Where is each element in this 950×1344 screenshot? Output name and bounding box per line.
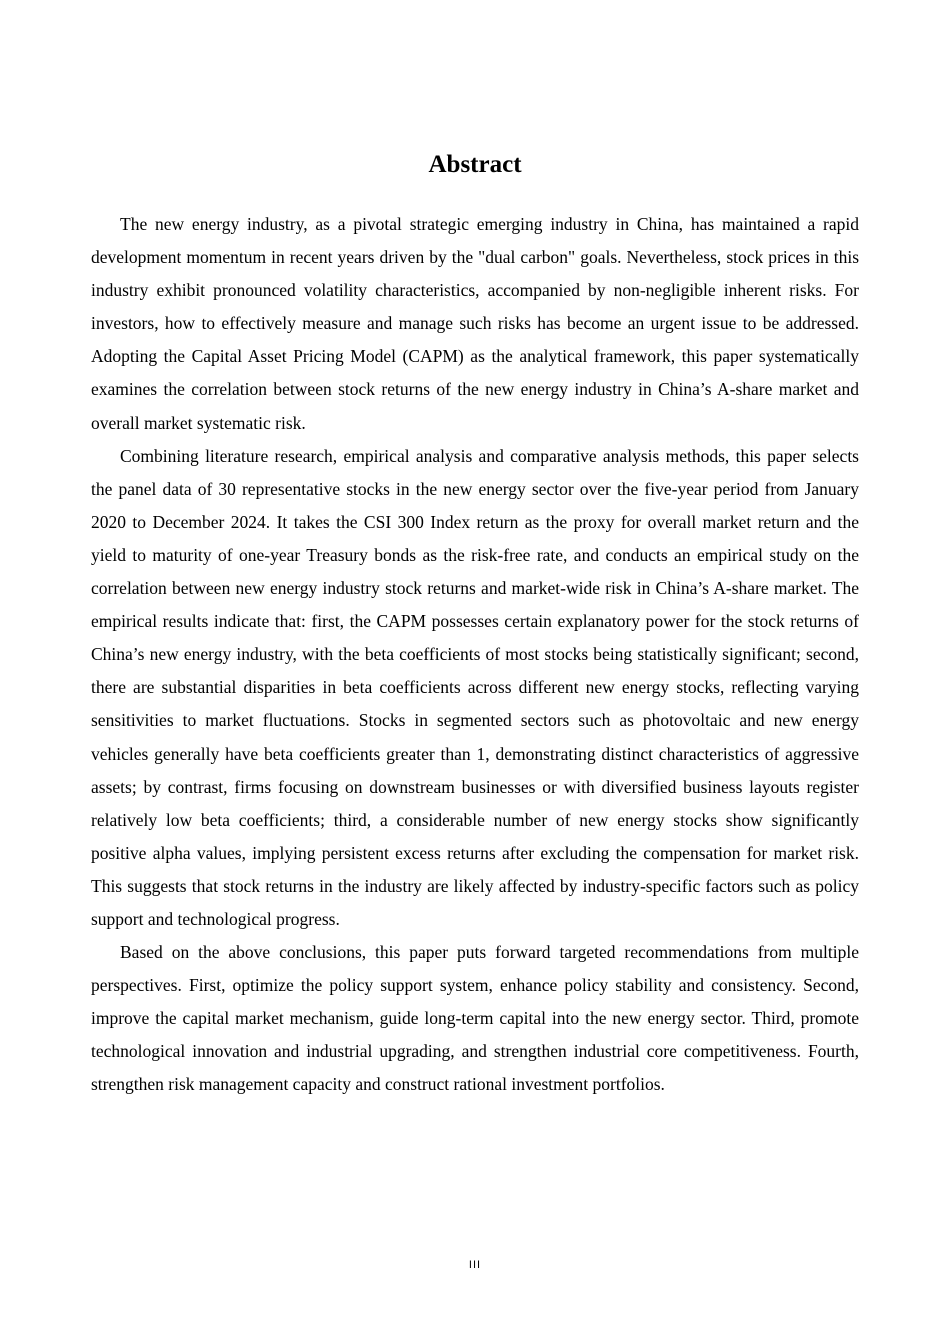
paragraph-3: Based on the above conclusions, this paper puts forward targeted recommendations from multiple perspectives. First, optimize the policy support system, enhance policy stability and consistency. Second, improve the capital market mechanism, guide long-term capital into the new energy sector. Third, promote technological innovation and industrial upgrading, and strengthen industrial core competitiveness. Fourth, strengthen risk management capacity and construct rational investment portfolios. [91,942,859,1095]
page-number: III [468,1259,482,1271]
abstract-body [91,208,859,1102]
page-title: Abstract [428,151,522,178]
paragraph-1: The new energy industry, as a pivotal strategic emerging industry in China, has maintained a rapid development momentum in recent years driven by the "dual carbon" goals. Nevertheless, stock prices in this industry exhibit pronounced volatility characteristics, accompanied by non-negligible inherent risks. For investors, how to effectively measure and manage such risks has become an urgent issue to be addressed. Adopting the Capital Asset Pricing Model (CAPM) as the analytical framework, this paper systematically examines the correlation between stock returns of the new energy industry in China’s A-share market and overall market systematic risk. [91,214,859,433]
paragraph-2: Combining literature research, empirical analysis and comparative analysis methods, this paper selects the panel data of 30 representative stocks in the new energy sector over the five-year period from January 2020 to December 2024. It takes the CSI 300 Index return as the proxy for overall market return and the yield to maturity of one-year Treasury bonds as the risk-free rate, and conducts an empirical study on the correlation between new energy industry stock returns and market-wide risk in China’s A-share market. The empirical results indicate that: first, the CAPM possesses certain explanatory power for the stock returns of China’s new energy industry, with the beta coefficients of most stocks being statistically significant; second, there are substantial disparities in beta coefficients across different new energy stocks, reflecting varying sensitivities to market fluctuations. Stocks in segmented sectors such as photovoltaic and new energy vehicles generally have beta coefficients greater than 1, demonstrating distinct characteristics of aggressive assets; by contrast, firms focusing on downstream businesses or with diversified business layouts register relatively low beta coefficients; third, a considerable number of new energy stocks show significantly positive alpha values, implying persistent excess returns after excluding the compensation for market risk. This suggests that stock returns in the industry are likely affected by industry-specific factors such as policy support and technological progress. [91,445,859,929]
